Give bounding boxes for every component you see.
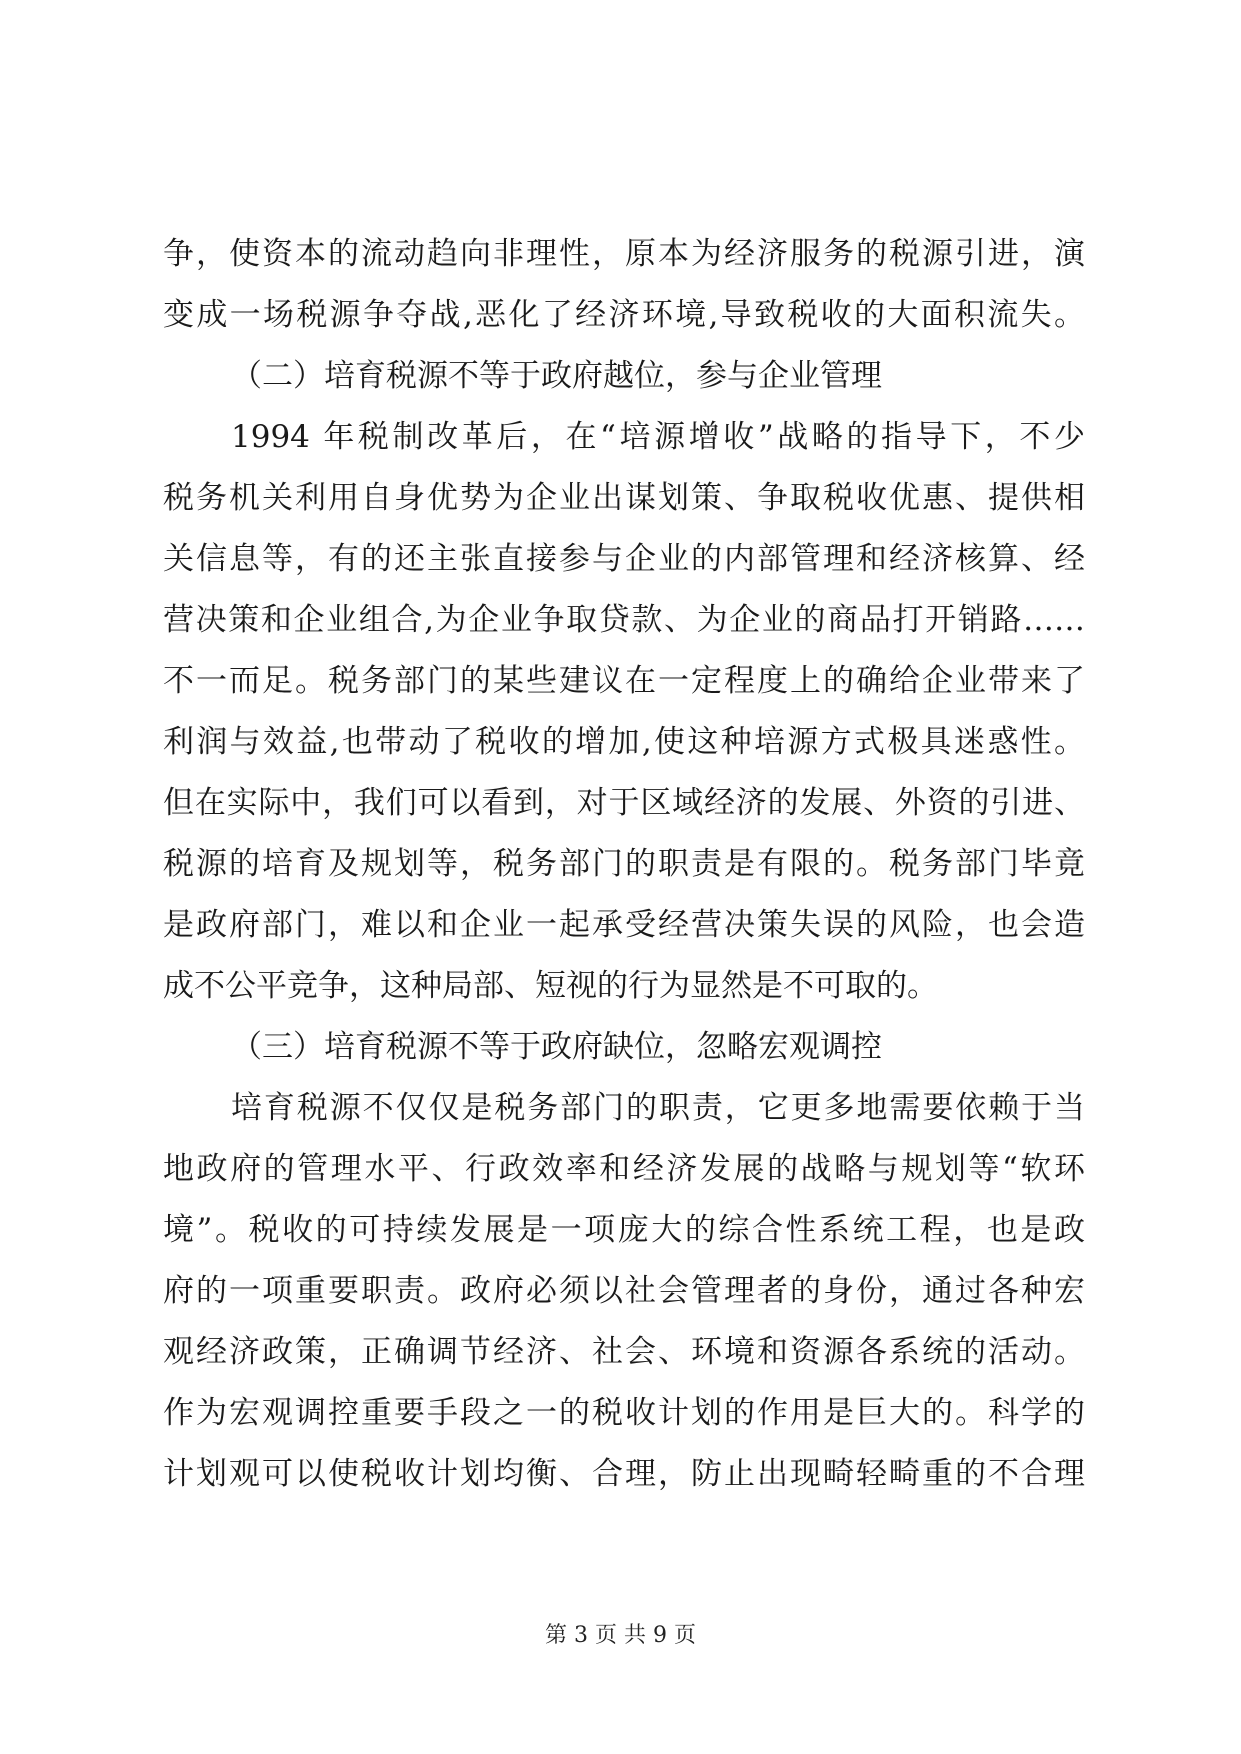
text-line: 地政府的管理水平、行政效率和经济发展的战略与规划等“软环: [163, 1151, 1085, 1187]
text-line: 境”。税收的可持续发展是一项庞大的综合性系统工程，也是政: [163, 1212, 1085, 1248]
text-line: 但在实际中，我们可以看到，对于区域经济的发展、外资的引进、: [163, 785, 1085, 821]
text-line: 观经济政策，正确调节经济、社会、环境和资源各系统的活动。: [163, 1334, 1085, 1370]
text-line: 税源的培育及规划等，税务部门的职责是有限的。税务部门毕竟: [163, 846, 1085, 882]
text-line: 利润与效益,也带动了税收的增加,使这种培源方式极具迷惑性。: [163, 724, 1085, 760]
text-line: 不一而足。税务部门的某些建议在一定程度上的确给企业带来了: [163, 663, 1085, 699]
text-line: 作为宏观调控重要手段之一的税收计划的作用是巨大的。科学的: [163, 1395, 1085, 1431]
text-line: 府的一项重要职责。政府必须以社会管理者的身份，通过各种宏: [163, 1273, 1085, 1309]
text-line: 变成一场税源争夺战,恶化了经济环境,导致税收的大面积流失。: [163, 297, 1085, 333]
text-line: （二）培育税源不等于政府越位，参与企业管理: [231, 358, 882, 394]
text-line: 成不公平竞争，这种局部、短视的行为显然是不可取的。: [163, 968, 938, 1004]
text-line: 营决策和企业组合,为企业争取贷款、为企业的商品打开销路……: [163, 602, 1085, 638]
document-body: [163, 224, 1085, 1505]
text-line: 关信息等，有的还主张直接参与企业的内部管理和经济核算、经: [163, 541, 1085, 577]
text-line: 培育税源不仅仅是税务部门的职责，它更多地需要依赖于当: [231, 1090, 1085, 1126]
text-line: 计划观可以使税收计划均衡、合理，防止出现畸轻畸重的不合理: [163, 1456, 1085, 1492]
page-footer: 第 3 页 共 9 页: [545, 1623, 696, 1648]
text-line: （三）培育税源不等于政府缺位，忽略宏观调控: [231, 1029, 882, 1065]
text-line: 税务机关利用自身优势为企业出谋划策、争取税收优惠、提供相: [163, 480, 1085, 516]
text-line: 1994 年税制改革后，在“培源增收”战略的指导下，不少: [231, 419, 1085, 455]
text-line: 争，使资本的流动趋向非理性，原本为经济服务的税源引进，演: [163, 236, 1085, 272]
text-line: 是政府部门，难以和企业一起承受经营决策失误的风险，也会造: [163, 907, 1085, 943]
